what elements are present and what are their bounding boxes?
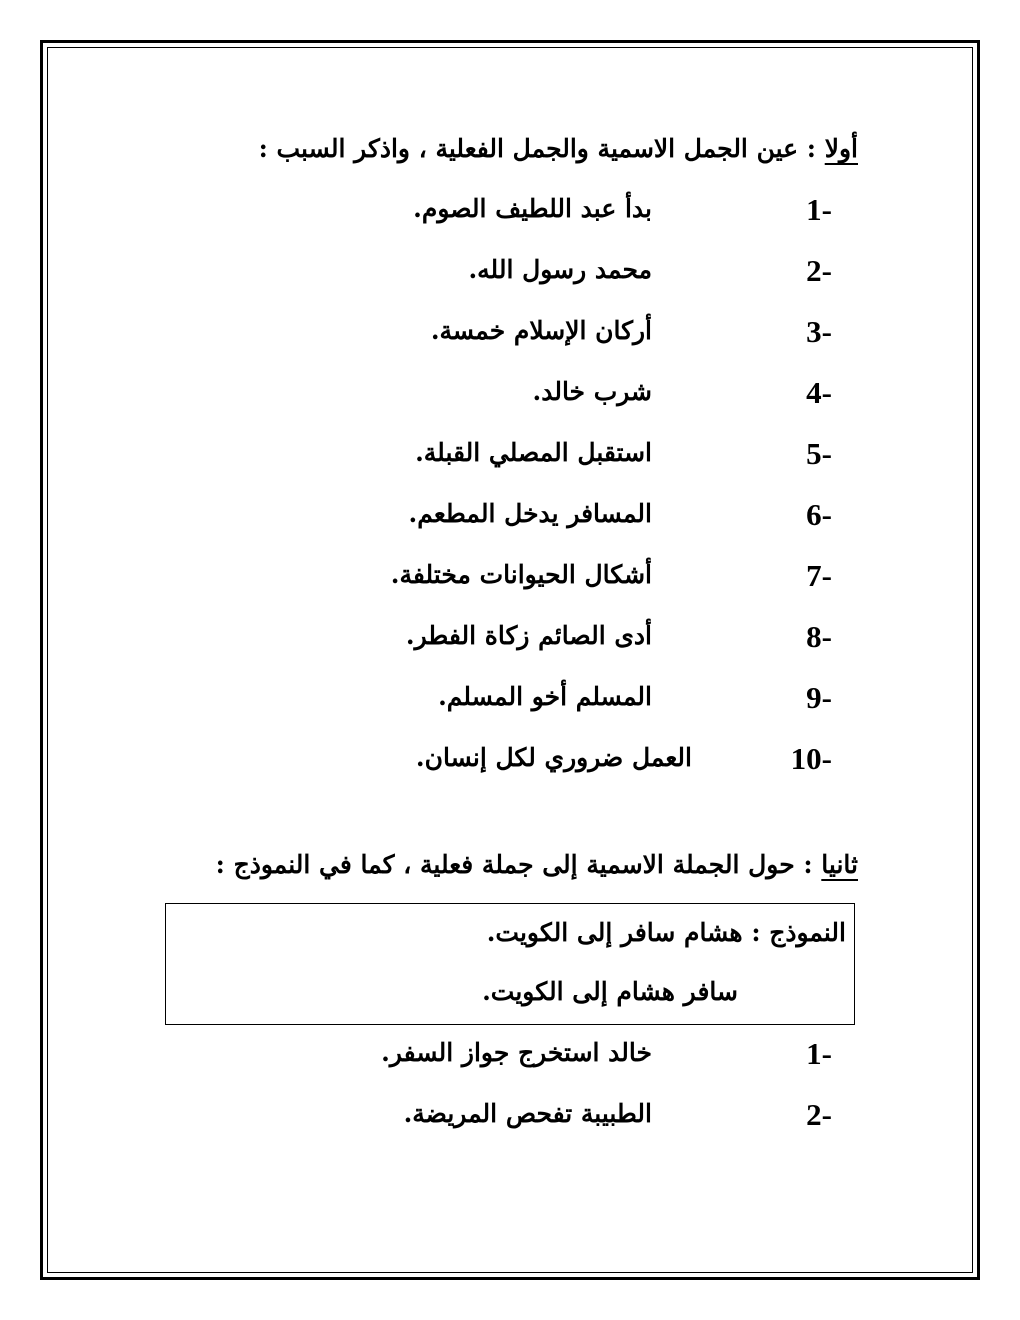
part2-item-1-text: خالد استخرج جواز السفر. — [381, 1038, 652, 1067]
part1-item-2-number: 2- — [806, 253, 832, 288]
part1-item-9-number: 9- — [806, 680, 832, 715]
part1-item-8-number: 8- — [806, 619, 832, 654]
model-example-line-2: سافر هشام إلى الكويت. — [482, 977, 738, 1006]
page-border-inner — [47, 47, 973, 1273]
part1-item-1-number: 1- — [806, 192, 832, 227]
part1-item-5-text: استقبل المصلي القبلة. — [415, 438, 652, 467]
part1-item-10-text: العمل ضروري لكل إنسان. — [415, 743, 692, 772]
part1-item-8-text: أدى الصائم زكاة الفطر. — [405, 621, 652, 650]
part1-item-3-number: 3- — [806, 314, 832, 349]
part1-item-3-text: أركان الإسلام خمسة. — [430, 316, 652, 345]
part1-item-7-text: أشكال الحيوانات مختلفة. — [390, 560, 652, 589]
part1-item-5-number: 5- — [806, 436, 832, 471]
part1-heading — [259, 134, 858, 163]
part2-item-1-number: 1- — [806, 1036, 832, 1071]
model-example-box — [165, 903, 855, 1025]
part1-item-4-text: شرب خالد. — [532, 377, 652, 406]
part1-item-2-text: محمد رسول الله. — [468, 255, 652, 284]
part2-lead: ثانيا — [821, 850, 858, 879]
part2-item-2-number: 2- — [806, 1097, 832, 1132]
part2-heading — [216, 850, 858, 879]
part1-item-6-number: 6- — [806, 497, 832, 532]
part2-item-2-text: الطبيبة تفحص المريضة. — [403, 1099, 652, 1128]
part1-instruction: : عين الجمل الاسمية والجمل الفعلية ، واذكر السبب : — [258, 134, 825, 163]
part1-lead: أولا — [824, 134, 858, 163]
model-example-line-1: النموذج : هشام سافر إلى الكويت. — [486, 918, 846, 947]
part1-item-9-text: المسلم أخو المسلم. — [438, 682, 652, 711]
part1-item-7-number: 7- — [806, 558, 832, 593]
part1-item-1-text: بدأ عبد اللطيف الصوم. — [413, 194, 652, 223]
part1-item-6-text: المسافر يدخل المطعم. — [408, 499, 652, 528]
part1-item-4-number: 4- — [806, 375, 832, 410]
part1-item-10-number: 10- — [790, 741, 832, 776]
page-border — [40, 40, 980, 1280]
part2-instruction: : حول الجملة الاسمية إلى جملة فعلية ، كما في النموذج : — [215, 850, 822, 879]
